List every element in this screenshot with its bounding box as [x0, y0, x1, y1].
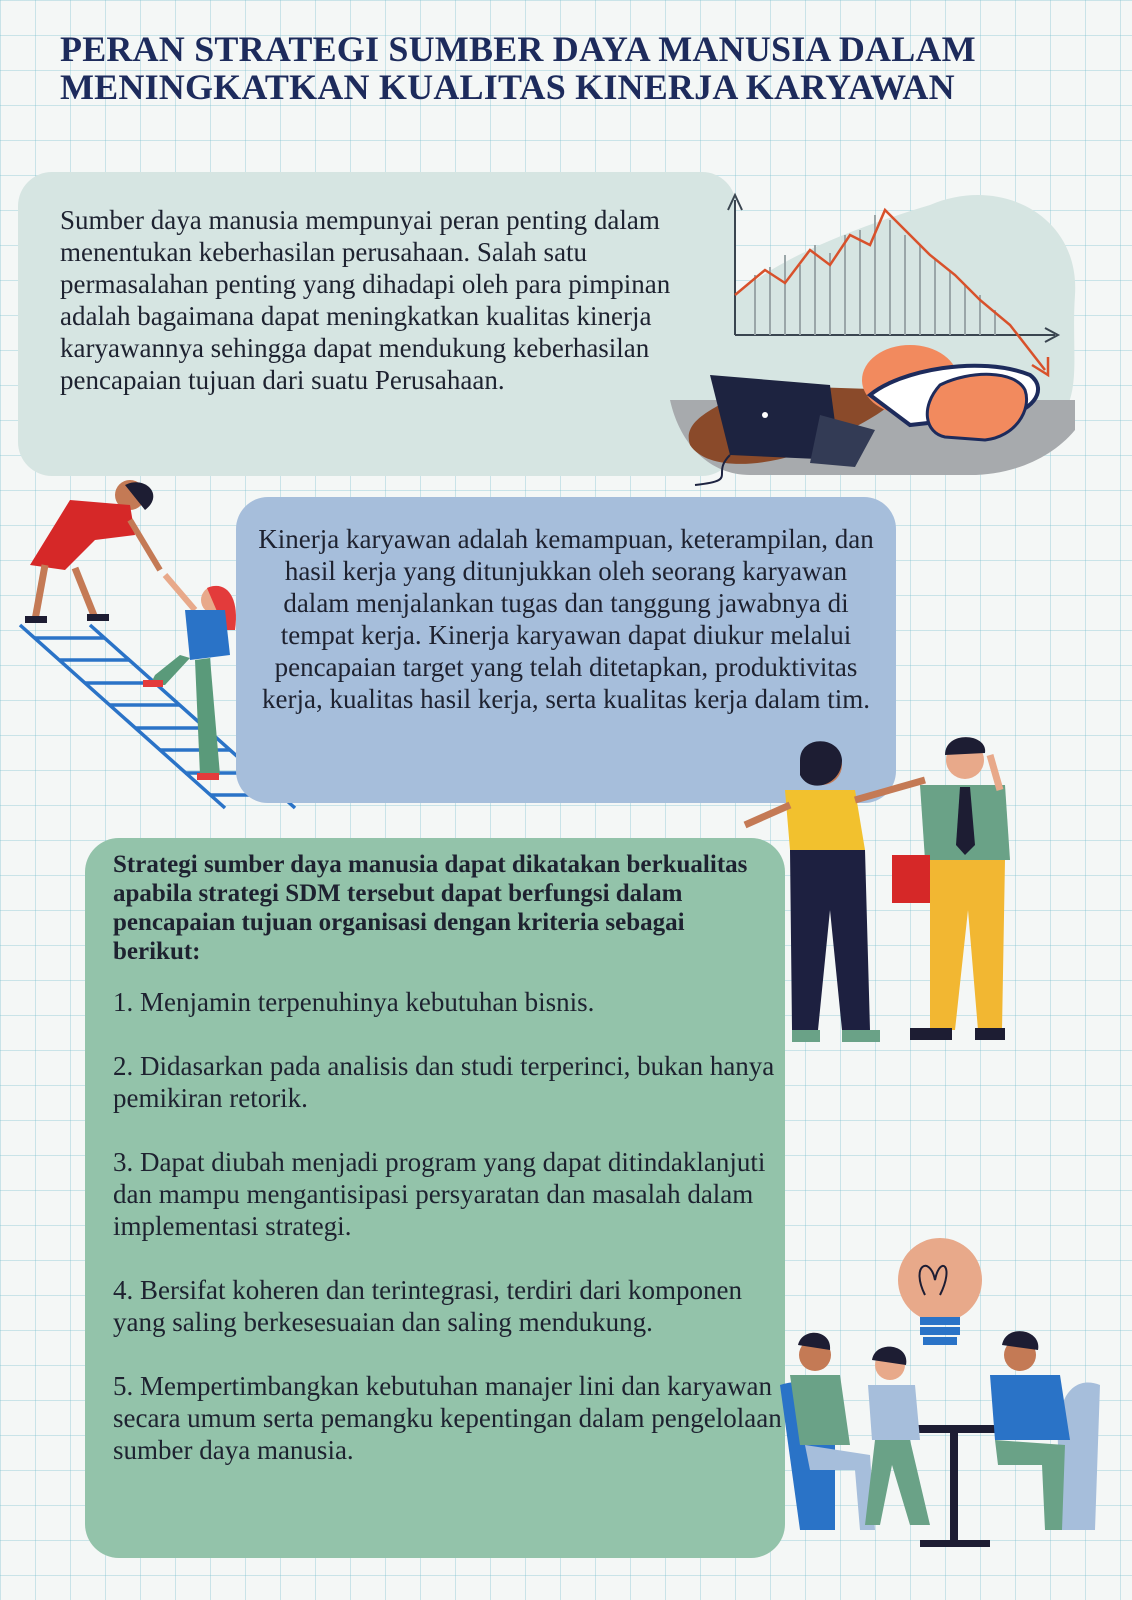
list-item: 5. Mempertimbangkan kebutuhan manajer lini dan karyawan secara umum serta pemangku kepentingan dalam pengelolaan sumber daya manusia. [113, 1371, 782, 1465]
declining-chart-illustration [670, 175, 1090, 495]
list-item: 4. Bersifat koheren dan terintegrasi, terdiri dari komponen yang saling berkesesuaian dan saling mendukung. [113, 1275, 743, 1337]
woman-helping [25, 480, 160, 623]
lightbulb-icon [898, 1238, 982, 1345]
criteria-list [113, 986, 783, 1498]
list-item: 2. Didasarkan pada analisis dan studi terperinci, bukan hanya pemikiran retorik. [113, 1051, 775, 1113]
team-meeting-illustration [780, 1225, 1110, 1565]
intro-text: Sumber daya manusia mempunyai peran penting dalam menentukan keberhasilan perusahaan. Salah satu permasalahan penting yang dihadapi oleh para pimpinan adalah bagaimana dapat meningkatkan kualitas kinerja karyawannya sehingga dapat mendukung keberhasilan pencapaian tujuan dari suatu Perusahaan. [60, 205, 671, 395]
list-item: 3. Dapat diubah menjadi program yang dapat ditindaklanjuti dan mampu mengantisipasi persyaratan dan masalah dalam implementasi strategi. [113, 1147, 766, 1241]
definition-text: Kinerja karyawan adalah kemampuan, keterampilan, dan hasil kerja yang ditunjukkan oleh seorang karyawan dalam menjalankan tugas dan tanggung jawabnya di tempat kerja. Kinerja karyawan dapat diukur melalui pencapaian target yang telah ditetapkan, produktivitas kerja, kualitas hasil kerja, serta kualitas kerja dalam tim. [258, 524, 874, 714]
criteria-card [85, 838, 785, 1558]
page-title: PERAN STRATEGI SUMBER DAYA MANUSIA DALAM MENINGKATKAN KUALITAS KINERJA KARYAWAN [60, 29, 976, 107]
criteria-intro: Strategi sumber daya manusia dapat dikatakan berkualitas apabila strategi SDM tersebut dapat berfungsi dalam pencapaian tujuan organisasi dengan kriteria sebagai berikut: [113, 851, 748, 965]
intro-card [18, 172, 736, 476]
list-item: 1. Menjamin terpenuhinya kebutuhan bisnis. [113, 987, 595, 1017]
